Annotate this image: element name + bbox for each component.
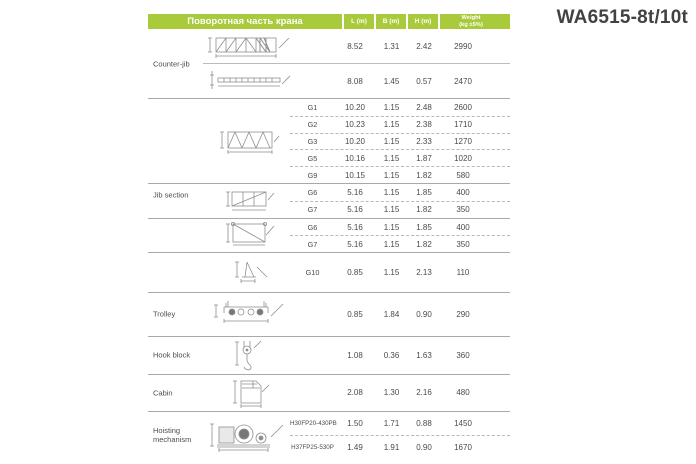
value-b: 1.15 xyxy=(383,136,400,146)
part-id: G2 xyxy=(307,120,318,130)
value-b: 0.36 xyxy=(383,350,400,360)
counter-jib-truss-drawing xyxy=(203,29,290,63)
section-hoisting xyxy=(148,411,510,459)
value-h: 1.82 xyxy=(416,205,432,215)
section-counter-jib xyxy=(148,29,510,98)
value-weight: 2990 xyxy=(454,41,472,51)
value-b: 1.15 xyxy=(383,222,400,232)
hoisting-mechanism-drawing xyxy=(203,412,290,459)
value-weight: 350 xyxy=(456,205,470,215)
section-label: Jib section xyxy=(153,190,189,200)
value-h: 1.82 xyxy=(416,239,432,249)
value-b: 1.30 xyxy=(383,388,400,398)
value-weight: 1710 xyxy=(454,120,472,130)
part-id: G6 xyxy=(307,222,318,232)
table-row xyxy=(290,116,510,133)
value-l: 10.20 xyxy=(344,136,366,146)
parts-table xyxy=(148,14,510,459)
section-label: Cabin xyxy=(153,388,173,398)
table-row xyxy=(290,412,510,436)
jib-truss-g1-drawing xyxy=(203,99,290,183)
counter-jib-band-1 xyxy=(203,29,510,63)
jib-truss-g6-drawing xyxy=(203,184,290,218)
value-l: 1.08 xyxy=(347,350,363,360)
jib-group-c xyxy=(148,218,510,252)
value-b: 1.15 xyxy=(383,239,400,249)
value-l: 8.52 xyxy=(347,41,363,51)
value-h: 1.85 xyxy=(416,187,432,197)
section-label: Hoisting mechanism xyxy=(153,426,192,445)
part-id: G1 xyxy=(307,102,318,112)
value-weight: 1020 xyxy=(454,153,472,163)
value-b: 1.15 xyxy=(383,153,400,163)
part-id: G7 xyxy=(307,205,318,215)
value-h: 2.42 xyxy=(416,41,432,51)
value-l: 0.85 xyxy=(347,309,363,319)
value-l: 5.16 xyxy=(347,222,363,232)
value-h: 1.82 xyxy=(416,170,432,180)
hook-block-drawing xyxy=(203,337,290,374)
value-h: 2.38 xyxy=(416,120,432,130)
value-l: 0.85 xyxy=(347,267,363,277)
value-weight: 2470 xyxy=(454,76,472,86)
cabin-band xyxy=(203,375,510,411)
weight-unit: (kg ±5%) xyxy=(459,21,483,28)
value-weight: 400 xyxy=(456,222,470,232)
part-id: G7 xyxy=(307,239,318,249)
value-b: 1.15 xyxy=(383,187,400,197)
value-weight: 580 xyxy=(456,170,470,180)
value-b: 1.84 xyxy=(383,309,400,319)
table-title: Поворотная часть крана xyxy=(148,14,342,29)
value-h: 1.63 xyxy=(416,350,432,360)
value-l: 10.16 xyxy=(344,153,366,163)
part-id: G9 xyxy=(307,170,318,180)
page-title: WA6515-8t/10t xyxy=(556,7,688,28)
value-b: 1.45 xyxy=(383,76,400,86)
value-weight: 290 xyxy=(456,309,470,319)
jib-g10-drawing xyxy=(203,253,290,292)
trolley-band xyxy=(203,293,510,336)
value-l: 10.23 xyxy=(344,120,366,130)
table-row xyxy=(290,29,510,63)
value-l: 5.16 xyxy=(347,239,363,249)
part-id: G6 xyxy=(307,187,318,197)
trolley-drawing xyxy=(203,293,290,336)
section-label: Hook block xyxy=(153,350,191,360)
value-b: 1.15 xyxy=(383,102,400,112)
table-row xyxy=(290,64,510,98)
table-row xyxy=(290,235,510,252)
value-h: 2.48 xyxy=(416,102,432,112)
counter-jib-band-2 xyxy=(203,63,510,98)
value-weight: 1270 xyxy=(454,136,472,146)
value-l: 10.20 xyxy=(344,102,366,112)
value-b: 1.91 xyxy=(383,443,400,453)
value-weight: 360 xyxy=(456,350,470,360)
column-header-h: H (m) xyxy=(408,14,438,29)
value-h: 0.88 xyxy=(416,419,432,429)
value-l: 2.08 xyxy=(347,388,363,398)
table-row xyxy=(290,201,510,218)
value-b: 1.15 xyxy=(383,120,400,130)
column-header-b: B (m) xyxy=(376,14,406,29)
value-weight: 350 xyxy=(456,239,470,249)
value-l: 5.16 xyxy=(347,187,363,197)
value-h: 0.90 xyxy=(416,443,432,453)
part-id: G10 xyxy=(305,267,320,277)
table-row xyxy=(290,293,510,336)
column-header-weight xyxy=(440,14,510,29)
value-h: 0.57 xyxy=(416,76,432,86)
part-id: G3 xyxy=(307,136,318,146)
value-b: 1.15 xyxy=(383,267,400,277)
table-row xyxy=(290,337,510,374)
section-cabin xyxy=(148,374,510,411)
jib-truss-g6b-drawing xyxy=(203,219,290,252)
value-h: 1.87 xyxy=(416,153,432,163)
table-row xyxy=(290,435,510,459)
table-row xyxy=(290,149,510,166)
jib-group-a xyxy=(148,99,510,183)
hoisting-band xyxy=(203,412,510,459)
table-row xyxy=(290,99,510,116)
value-weight: 1450 xyxy=(454,419,472,429)
value-h: 2.16 xyxy=(416,388,432,398)
section-label: Counter-jib xyxy=(153,59,190,68)
value-b: 1.15 xyxy=(383,205,400,215)
jib-group-b xyxy=(148,183,510,218)
section-jib xyxy=(148,98,510,292)
cabin-drawing xyxy=(203,375,290,411)
column-header-l: L (m) xyxy=(344,14,374,29)
part-id: G5 xyxy=(307,153,318,163)
weight-label: Weight xyxy=(461,14,481,21)
table-header xyxy=(148,14,510,29)
value-weight: 480 xyxy=(456,388,470,398)
value-l: 10.15 xyxy=(344,170,366,180)
value-b: 1.31 xyxy=(383,41,400,51)
section-hook-block xyxy=(148,336,510,374)
value-weight: 110 xyxy=(456,267,470,277)
part-id: H30FP20-430PB xyxy=(290,420,337,428)
value-b: 1.15 xyxy=(383,170,400,180)
value-l: 5.16 xyxy=(347,205,363,215)
value-h: 2.33 xyxy=(416,136,432,146)
value-weight: 1670 xyxy=(454,443,472,453)
hook-block-band xyxy=(203,337,510,374)
table-row xyxy=(290,166,510,183)
value-l: 8.08 xyxy=(347,76,363,86)
value-l: 1.50 xyxy=(347,419,363,429)
value-h: 2.13 xyxy=(416,267,432,277)
section-label: Trolley xyxy=(153,309,176,319)
jib-group-d xyxy=(148,252,510,292)
value-weight: 400 xyxy=(456,187,470,197)
table-row xyxy=(290,375,510,411)
value-weight: 2600 xyxy=(454,102,472,112)
part-id: H37FP25-530P xyxy=(291,444,334,452)
section-trolley xyxy=(148,292,510,336)
value-b: 1.71 xyxy=(383,419,400,429)
table-row xyxy=(290,133,510,150)
value-l: 1.49 xyxy=(347,443,363,453)
table-row xyxy=(290,253,510,292)
value-h: 0.90 xyxy=(416,309,432,319)
table-row xyxy=(290,219,510,236)
table-row xyxy=(290,184,510,201)
value-h: 1.85 xyxy=(416,222,432,232)
counter-jib-beam-drawing xyxy=(203,64,290,98)
